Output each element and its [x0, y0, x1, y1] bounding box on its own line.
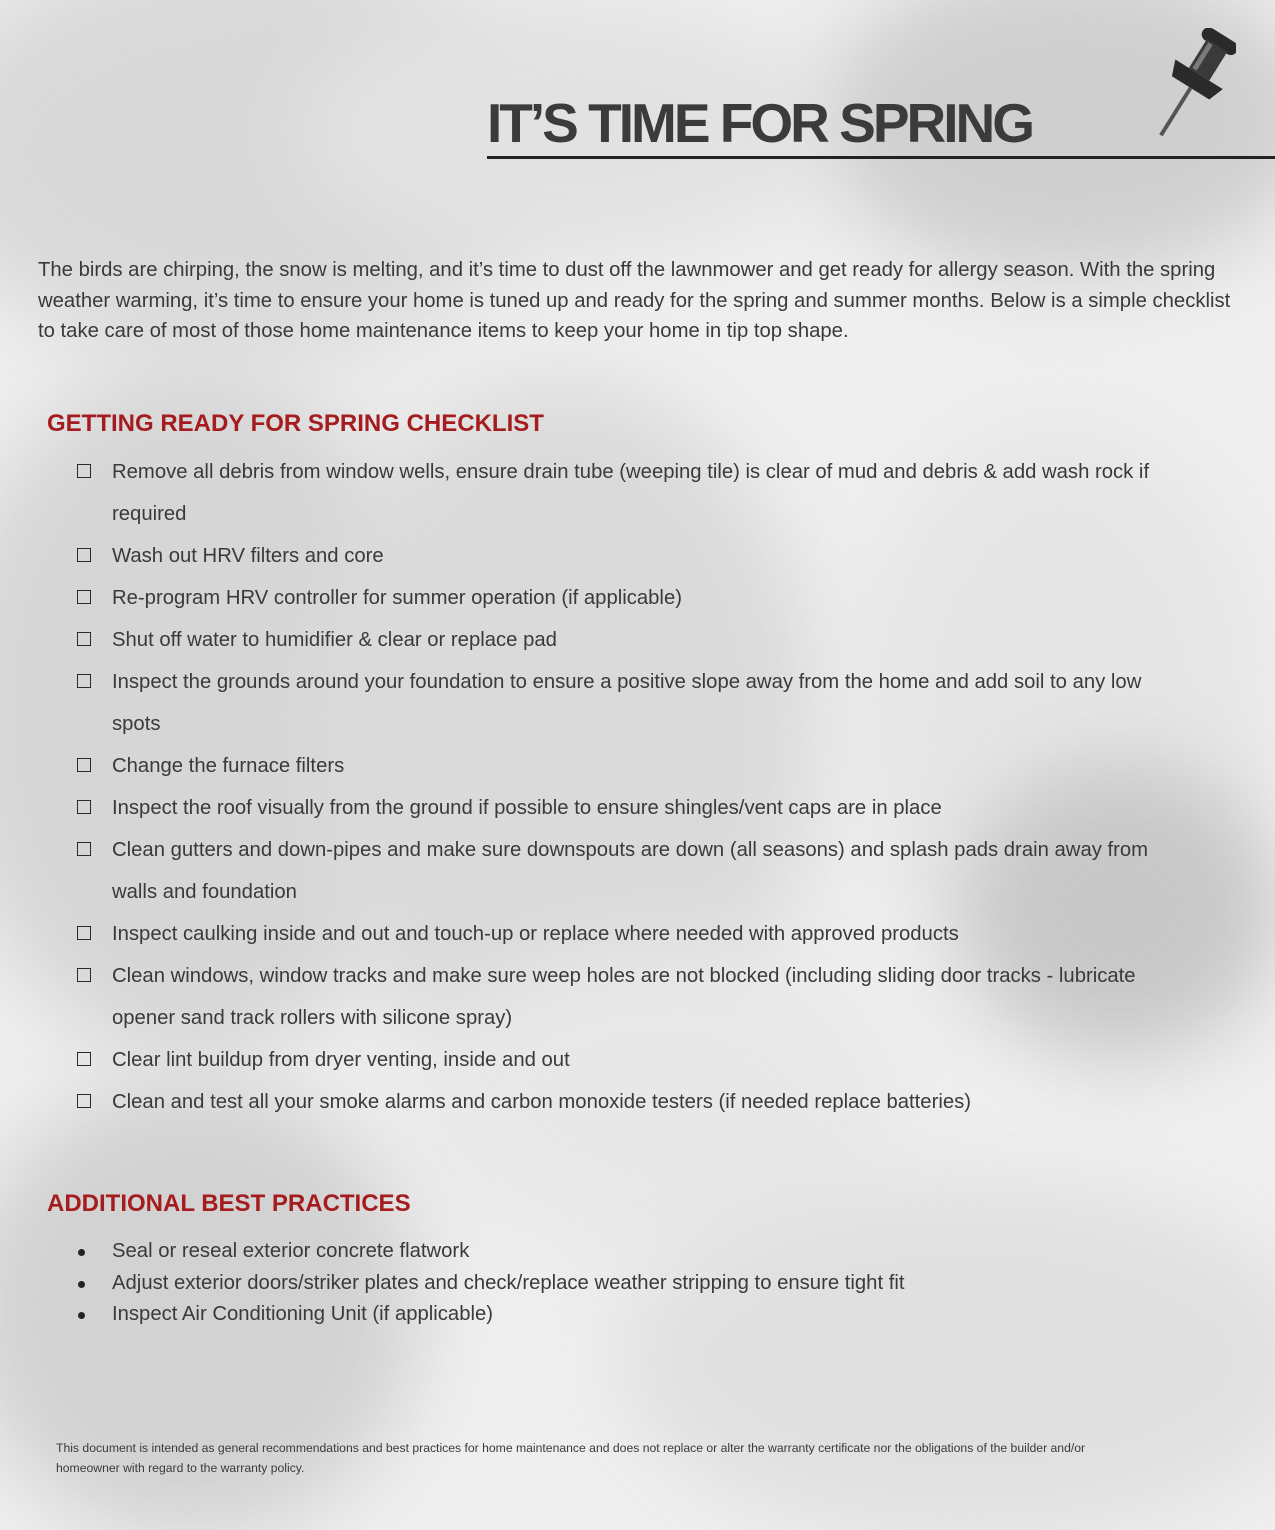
- title-underline: [487, 156, 1275, 159]
- checkbox-icon[interactable]: [77, 800, 91, 814]
- intro-paragraph: The birds are chirping, the snow is melting, and it’s time to dust off the lawnmower and get ready for allergy season. With the spring weather warming, it’s time to ensure your home is tuned up and ready for the spring and summer months. Below is a simple checklist to take care of most of those home maintenance items to keep your home in tip top shape.: [38, 259, 1231, 342]
- checklist-item-text: Clean gutters and down-pipes and make sure downspouts are down (all seasons) and splash pads drain away from walls and foundation: [112, 839, 1149, 903]
- list-item-text: Inspect Air Conditioning Unit (if applicable): [112, 1303, 494, 1325]
- checklist-item: [76, 535, 1176, 577]
- checkbox-icon[interactable]: [77, 968, 91, 982]
- checkbox-icon[interactable]: [77, 674, 91, 688]
- checkbox-icon[interactable]: [77, 548, 91, 562]
- list-item: [76, 1299, 1176, 1331]
- checklist-item: [76, 1081, 1176, 1123]
- checklist-item: [76, 913, 1176, 955]
- bullet-icon: [78, 1249, 85, 1256]
- checkbox-icon[interactable]: [77, 590, 91, 604]
- list-item-text: Adjust exterior doors/striker plates and check/replace weather stripping to ensure tight fit: [112, 1271, 905, 1294]
- checklist-heading: GETTING READY FOR SPRING CHECKLIST: [47, 410, 544, 437]
- checklist-item: [76, 577, 1176, 619]
- checklist-item: [76, 661, 1176, 745]
- page-title: IT’S TIME FOR SPRING: [487, 92, 1033, 154]
- checklist-item: [76, 619, 1176, 661]
- bullet-icon: [78, 1312, 85, 1319]
- list-item: [76, 1236, 1176, 1268]
- checkbox-icon[interactable]: [77, 758, 91, 772]
- checkbox-icon[interactable]: [77, 926, 91, 940]
- checklist-item-text: Change the furnace filters: [112, 755, 345, 777]
- checklist-item-text: Shut off water to humidifier & clear or replace pad: [112, 629, 557, 651]
- checkbox-icon[interactable]: [77, 842, 91, 856]
- checklist-item-text: Clear lint buildup from dryer venting, inside and out: [112, 1049, 570, 1071]
- list-item: [76, 1268, 1176, 1300]
- checklist-item: [76, 787, 1176, 829]
- best-practices-list: [76, 1236, 1176, 1331]
- checklist-item: [76, 451, 1176, 535]
- checklist-item-text: Remove all debris from window wells, ensure drain tube (weeping tile) is clear of mud and debris & add wash rock if required: [112, 461, 1150, 525]
- bullet-icon: [78, 1281, 85, 1288]
- checkbox-icon[interactable]: [77, 464, 91, 478]
- checkbox-icon[interactable]: [77, 632, 91, 646]
- checkbox-icon[interactable]: [77, 1094, 91, 1108]
- checklist-item-text: Inspect the grounds around your foundation to ensure a positive slope away from the home and add soil to any low spots: [112, 671, 1142, 735]
- list-item-text: Seal or reseal exterior concrete flatwork: [112, 1240, 470, 1262]
- checkbox-icon[interactable]: [77, 1052, 91, 1066]
- checklist-item-text: Inspect caulking inside and out and touch-up or replace where needed with approved products: [112, 923, 959, 945]
- checklist-item: [76, 1039, 1176, 1081]
- pushpin-icon: [1140, 28, 1236, 146]
- checklist-item-text: Clean windows, window tracks and make sure weep holes are not blocked (including sliding door tracks - lubricate opener sand track rollers with silicone spray): [112, 965, 1136, 1029]
- best-practices-heading: ADDITIONAL BEST PRACTICES: [47, 1190, 411, 1217]
- checklist-item-text: Inspect the roof visually from the ground if possible to ensure shingles/vent caps are in place: [112, 797, 942, 819]
- checklist-item: [76, 829, 1176, 913]
- checklist-item: [76, 955, 1176, 1039]
- checklist-item-text: Re-program HRV controller for summer operation (if applicable): [112, 587, 682, 609]
- checklist-item: [76, 745, 1176, 787]
- disclaimer-footer: This document is intended as general recommendations and best practices for home maintenance and does not replace or alter the warranty certificate nor the obligations of the builder and/or homeowner with regard to the warranty policy.: [56, 1441, 1086, 1475]
- spring-checklist: [76, 451, 1176, 1123]
- checklist-item-text: Clean and test all your smoke alarms and carbon monoxide testers (if needed replace batteries): [112, 1091, 972, 1113]
- checklist-item-text: Wash out HRV filters and core: [112, 545, 384, 567]
